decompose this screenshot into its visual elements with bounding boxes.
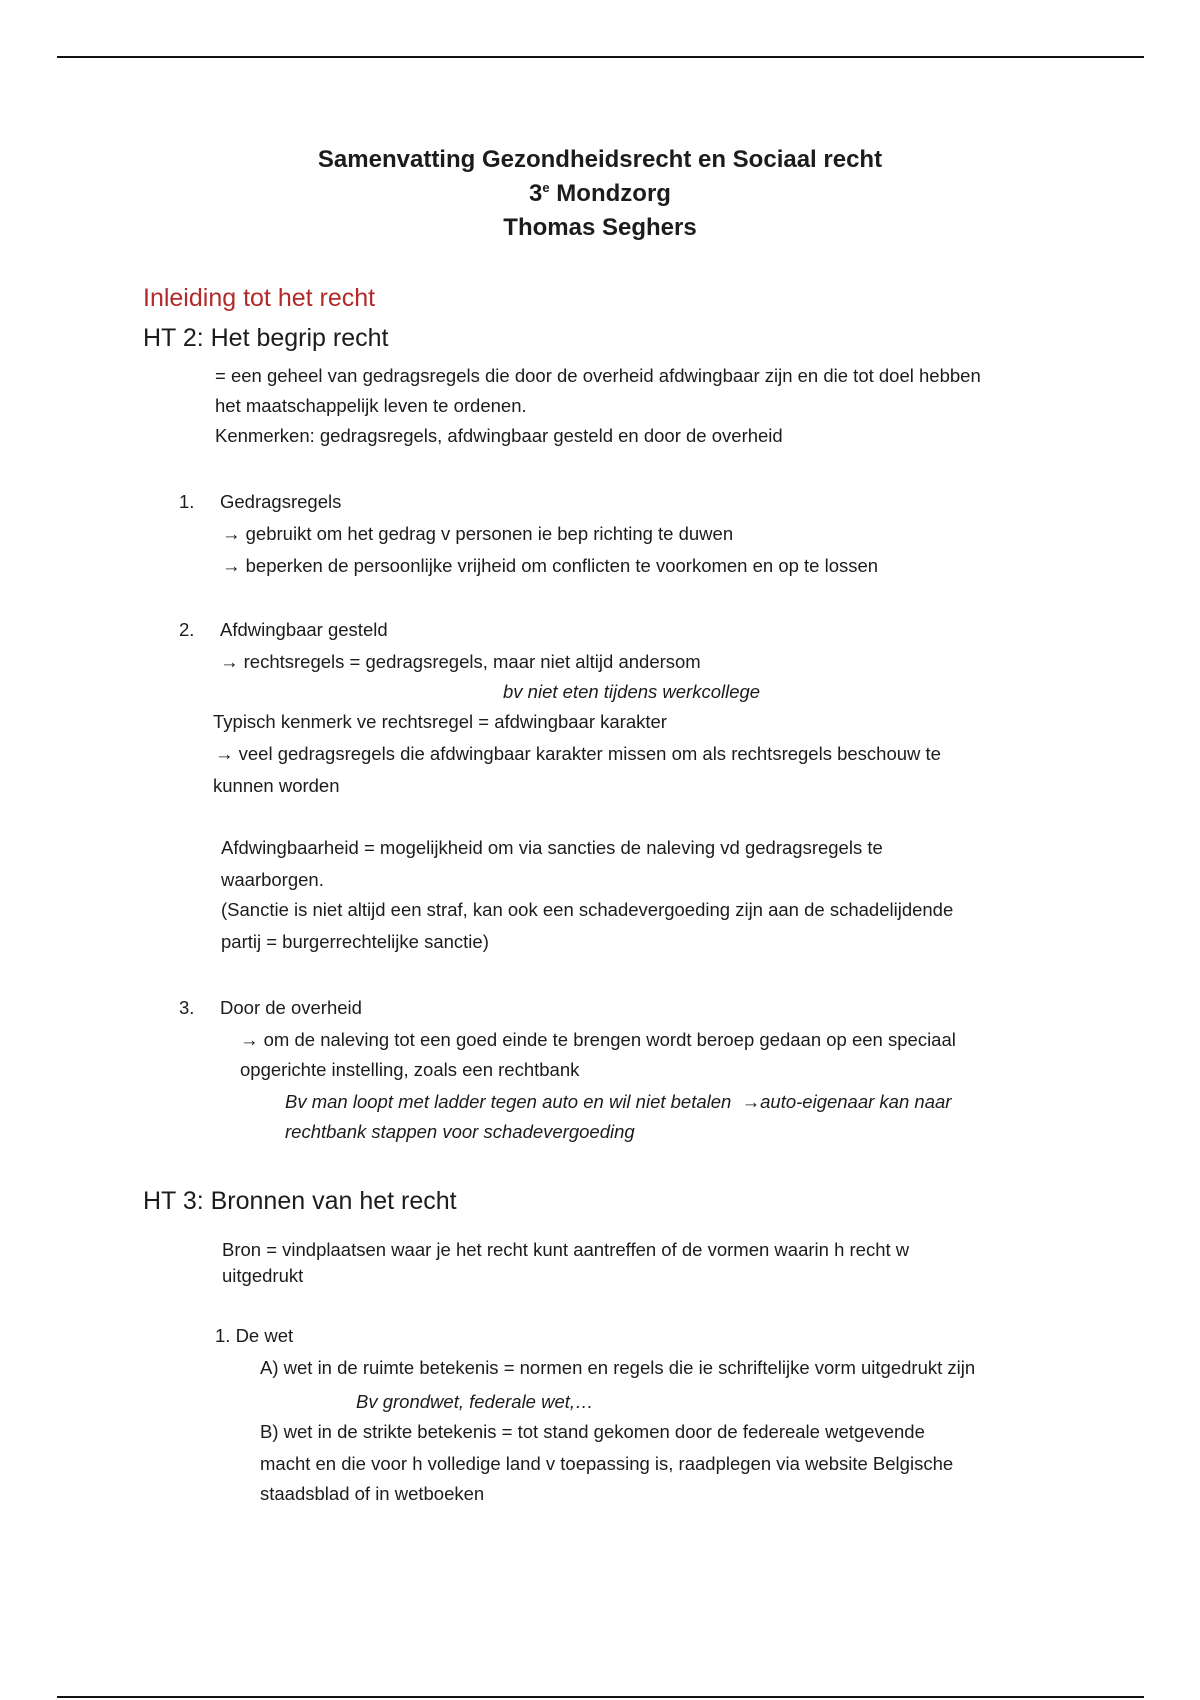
item1-arrow1-line (222, 523, 733, 545)
item1-title: Gedragsregels (220, 491, 342, 512)
item2-arrow2-line2: kunnen worden (213, 775, 340, 796)
item2-arrow2-text: veel gedragsregels die afdwingbaar karakter missen om als rechtsregels beschouw te (238, 743, 941, 764)
item2-sanctie-line1: (Sanctie is niet altijd een straf, kan ook een schadevergoeding zijn aan de schadelijdende (221, 899, 954, 920)
item2-example: bv niet eten tijdens werkcollege (503, 681, 761, 702)
item2-arrow1-text: rechtsregels = gedragsregels, maar niet altijd andersom (243, 651, 701, 672)
item2-title: Afdwingbaar gesteld (220, 619, 388, 640)
ht3-bron-line1: Bron = vindplaatsen waar je het recht kunt aantreffen of de vormen waarin h recht w (222, 1239, 910, 1260)
item1-arrow2-line (222, 555, 878, 577)
item3-arrow-line1 (240, 1029, 956, 1051)
item3-example-line2: rechtbank stappen voor schadevergoeding (285, 1121, 635, 1142)
course-name: Mondzorg (549, 180, 671, 207)
item3-arrow-text: om de naleving tot een goed einde te brengen wordt beroep gedaan op een speciaal (263, 1029, 956, 1050)
item3-example-line1 (285, 1091, 951, 1113)
ht2-definition-line2: het maatschappelijk leven te ordenen. (215, 395, 527, 416)
ht2-definition-line1: = een geheel van gedragsregels die door de overheid afdwingbaar zijn en die tot doel hebben (215, 365, 981, 386)
item2-arrow2-line1 (215, 743, 941, 765)
arrow-icon: → (220, 651, 239, 672)
item2-arrow1-line (220, 651, 701, 673)
ht3-b-line3: staadsblad of in wetboeken (260, 1483, 485, 1504)
course-number: 3 (529, 180, 543, 207)
item1-arrow2-text: beperken de persoonlijke vrijheid om conflicten te voorkomen en op te lossen (245, 555, 879, 576)
document-title: Samenvatting Gezondheidsrecht en Sociaal recht (317, 146, 883, 173)
top-rule (57, 56, 1144, 58)
item2-typisch: Typisch kenmerk ve rechtsregel = afdwingbaar karakter (213, 711, 667, 732)
ht3-a-example: Bv grondwet, federale wet,… (356, 1391, 594, 1412)
ht3-a-line: A) wet in de ruimte betekenis = normen en regels die ie schriftelijke vorm uitgedrukt zijn (260, 1357, 976, 1378)
ht2-kenmerken: Kenmerken: gedragsregels, afdwingbaar gesteld en door de overheid (215, 425, 783, 446)
bottom-rule (57, 1696, 1144, 1698)
item3-title: Door de overheid (220, 997, 362, 1018)
item2-afdwingbaarheid-line1: Afdwingbaarheid = mogelijkheid om via sancties de naleving vd gedragsregels te (221, 837, 883, 858)
item1-number: 1. (179, 491, 195, 512)
arrow-icon: → (222, 555, 241, 576)
ht2-heading: HT 2: Het begrip recht (143, 324, 389, 352)
arrow-icon: → (222, 523, 241, 544)
item3-example-part2: auto-eigenaar kan naar (760, 1091, 952, 1112)
author-name: Thomas Seghers (503, 214, 697, 241)
item2-number: 2. (179, 619, 195, 640)
arrow-icon: → (240, 1029, 259, 1050)
ht3-b-line1: B) wet in de strikte betekenis = tot stand gekomen door de federeale wetgevende (260, 1421, 925, 1442)
item3-example-part1: Bv man loopt met ladder tegen auto en wil niet betalen (285, 1091, 732, 1112)
course-line (0, 180, 1200, 208)
arrow-icon: → (215, 743, 234, 764)
course-superscript: e (542, 180, 550, 195)
item2-sanctie-line2: partij = burgerrechtelijke sanctie) (221, 931, 489, 952)
item1-arrow1-text: gebruikt om het gedrag v personen ie bep richting te duwen (245, 523, 734, 544)
ht3-heading: HT 3: Bronnen van het recht (143, 1187, 457, 1215)
ht3-b-line2: macht en die voor h volledige land v toepassing is, raadplegen via website Belgische (260, 1453, 954, 1474)
ht3-bron-line2: uitgedrukt (222, 1265, 304, 1286)
item3-number: 3. (179, 997, 195, 1018)
section-heading: Inleiding tot het recht (143, 284, 376, 312)
item3-arrow-line2: opgerichte instelling, zoals een rechtbank (240, 1059, 580, 1080)
ht3-subheading-de-wet: 1. De wet (215, 1325, 294, 1346)
arrow-icon: → (741, 1091, 761, 1112)
item2-afdwingbaarheid-line2: waarborgen. (221, 869, 324, 890)
